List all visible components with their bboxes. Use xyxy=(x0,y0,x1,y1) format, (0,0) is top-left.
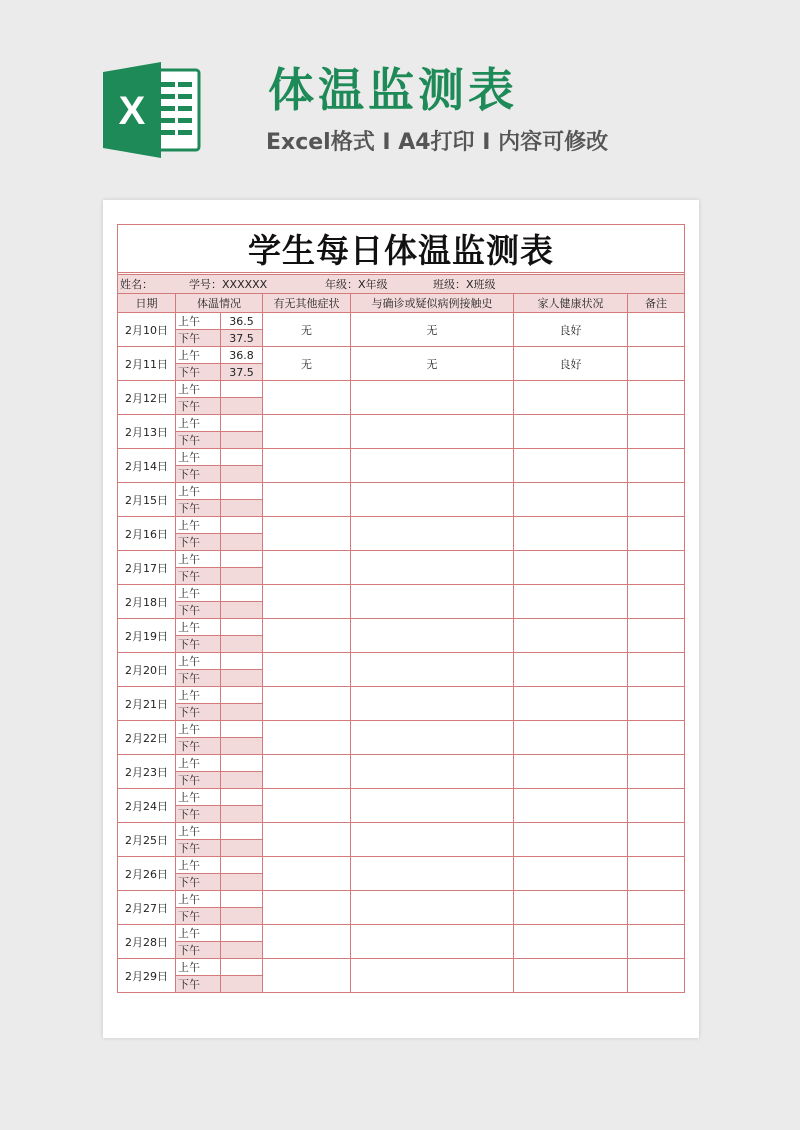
grade-label: 年级：X年级 xyxy=(325,278,388,291)
family-health-cell[interactable]: 良好 xyxy=(514,347,628,381)
symptoms-cell[interactable] xyxy=(263,653,351,687)
family-health-cell[interactable]: 良好 xyxy=(514,313,628,347)
family-health-cell[interactable] xyxy=(514,925,628,959)
notes-cell[interactable] xyxy=(628,381,685,415)
am-label: 上午 xyxy=(176,755,221,772)
banner-subtitle: Excel格式 I A4打印 I 内容可修改 xyxy=(266,130,609,155)
date-cell[interactable]: 2月15日 xyxy=(118,483,176,517)
am-temperature-cell[interactable] xyxy=(221,959,263,976)
date-cell[interactable]: 2月20日 xyxy=(118,653,176,687)
symptoms-cell[interactable] xyxy=(263,551,351,585)
excel-logo-icon xyxy=(103,62,203,158)
contact-history-cell[interactable] xyxy=(351,755,514,789)
table-row xyxy=(118,857,685,874)
pm-label: 下午 xyxy=(176,330,221,347)
pm-label: 下午 xyxy=(176,568,221,585)
notes-cell[interactable] xyxy=(628,483,685,517)
pm-label: 下午 xyxy=(176,908,221,925)
contact-history-cell[interactable] xyxy=(351,925,514,959)
symptoms-cell[interactable] xyxy=(263,449,351,483)
family-health-cell[interactable] xyxy=(514,755,628,789)
pm-temperature-cell[interactable] xyxy=(221,772,263,789)
date-cell[interactable]: 2月12日 xyxy=(118,381,176,415)
pm-label: 下午 xyxy=(176,500,221,517)
am-temperature-cell[interactable] xyxy=(221,619,263,636)
pm-label: 下午 xyxy=(176,466,221,483)
am-temperature-cell[interactable] xyxy=(221,517,263,534)
am-label: 上午 xyxy=(176,925,221,942)
family-health-cell[interactable] xyxy=(514,721,628,755)
pm-label: 下午 xyxy=(176,432,221,449)
am-label: 上午 xyxy=(176,347,221,364)
pm-label: 下午 xyxy=(176,364,221,381)
pm-temperature-cell[interactable] xyxy=(221,636,263,653)
notes-cell[interactable] xyxy=(628,789,685,823)
pm-temperature-cell[interactable] xyxy=(221,670,263,687)
date-cell[interactable]: 2月13日 xyxy=(118,415,176,449)
date-cell[interactable]: 2月24日 xyxy=(118,789,176,823)
contact-history-cell[interactable] xyxy=(351,687,514,721)
date-cell[interactable]: 2月28日 xyxy=(118,925,176,959)
table-row xyxy=(118,483,685,500)
pm-label: 下午 xyxy=(176,602,221,619)
notes-cell[interactable] xyxy=(628,959,685,993)
am-temperature-cell[interactable] xyxy=(221,653,263,670)
am-temperature-cell[interactable] xyxy=(221,585,263,602)
am-label: 上午 xyxy=(176,721,221,738)
date-cell[interactable]: 2月18日 xyxy=(118,585,176,619)
pm-label: 下午 xyxy=(176,840,221,857)
family-health-cell[interactable] xyxy=(514,857,628,891)
pm-temperature-cell[interactable] xyxy=(221,432,263,449)
date-cell[interactable]: 2月29日 xyxy=(118,959,176,993)
am-temperature-cell[interactable] xyxy=(221,789,263,806)
notes-cell[interactable] xyxy=(628,585,685,619)
class-label: 班级：X班级 xyxy=(433,278,496,291)
sheet-title[interactable]: 学生每日体温监测表 xyxy=(118,225,685,273)
table-row xyxy=(118,789,685,806)
table-row xyxy=(118,823,685,840)
family-health-cell[interactable] xyxy=(514,585,628,619)
am-temperature-cell[interactable] xyxy=(221,551,263,568)
pm-label: 下午 xyxy=(176,670,221,687)
temperature-table xyxy=(117,224,685,993)
pm-label: 下午 xyxy=(176,636,221,653)
am-label: 上午 xyxy=(176,619,221,636)
pm-label: 下午 xyxy=(176,874,221,891)
table-row xyxy=(118,891,685,908)
student-id-label: 学号：XXXXXX xyxy=(189,278,268,291)
pm-temperature-cell[interactable] xyxy=(221,840,263,857)
am-temperature-cell[interactable] xyxy=(221,755,263,772)
pm-label: 下午 xyxy=(176,976,221,993)
am-temperature-cell[interactable] xyxy=(221,687,263,704)
pm-label: 下午 xyxy=(176,942,221,959)
family-health-cell[interactable] xyxy=(514,483,628,517)
table-row xyxy=(118,619,685,636)
table-row xyxy=(118,721,685,738)
contact-history-cell[interactable] xyxy=(351,415,514,449)
symptoms-cell[interactable] xyxy=(263,483,351,517)
symptoms-cell[interactable] xyxy=(263,755,351,789)
family-health-cell[interactable] xyxy=(514,789,628,823)
contact-history-cell[interactable] xyxy=(351,585,514,619)
contact-history-cell[interactable] xyxy=(351,891,514,925)
header-notes[interactable]: 备注 xyxy=(628,294,685,313)
header-family-health[interactable]: 家人健康状况 xyxy=(514,294,628,313)
family-health-cell[interactable] xyxy=(514,687,628,721)
notes-cell[interactable] xyxy=(628,551,685,585)
pm-temperature-cell[interactable] xyxy=(221,602,263,619)
notes-cell[interactable] xyxy=(628,823,685,857)
notes-cell[interactable] xyxy=(628,755,685,789)
family-health-cell[interactable] xyxy=(514,551,628,585)
am-label: 上午 xyxy=(176,415,221,432)
date-cell[interactable]: 2月23日 xyxy=(118,755,176,789)
symptoms-cell[interactable] xyxy=(263,721,351,755)
pm-temperature-cell[interactable] xyxy=(221,976,263,993)
date-cell[interactable]: 2月19日 xyxy=(118,619,176,653)
pm-temperature-cell[interactable] xyxy=(221,500,263,517)
family-health-cell[interactable] xyxy=(514,891,628,925)
notes-cell[interactable] xyxy=(628,891,685,925)
pm-label: 下午 xyxy=(176,772,221,789)
am-temperature-cell[interactable]: 36.5 xyxy=(221,313,263,330)
family-health-cell[interactable] xyxy=(514,619,628,653)
family-health-cell[interactable] xyxy=(514,653,628,687)
pm-temperature-cell[interactable] xyxy=(221,738,263,755)
am-label: 上午 xyxy=(176,653,221,670)
family-health-cell[interactable] xyxy=(514,517,628,551)
notes-cell[interactable] xyxy=(628,313,685,347)
table-row xyxy=(118,517,685,534)
symptoms-cell[interactable] xyxy=(263,619,351,653)
contact-history-cell[interactable] xyxy=(351,721,514,755)
table-row xyxy=(118,449,685,466)
date-cell[interactable]: 2月27日 xyxy=(118,891,176,925)
excel-logo-letter: X xyxy=(118,89,146,133)
table-row xyxy=(118,381,685,398)
sheet-paper xyxy=(103,200,699,1038)
notes-cell[interactable] xyxy=(628,857,685,891)
contact-history-cell[interactable] xyxy=(351,857,514,891)
header-symptoms[interactable]: 有无其他症状 xyxy=(263,294,351,313)
spreadsheet xyxy=(117,224,684,993)
pm-label: 下午 xyxy=(176,806,221,823)
am-label: 上午 xyxy=(176,585,221,602)
am-label: 上午 xyxy=(176,823,221,840)
date-cell[interactable]: 2月10日 xyxy=(118,313,176,347)
table-row xyxy=(118,925,685,942)
am-temperature-cell[interactable]: 36.8 xyxy=(221,347,263,364)
header-temperature[interactable]: 体温情况 xyxy=(176,294,263,313)
contact-history-cell[interactable]: 无 xyxy=(351,313,514,347)
am-label: 上午 xyxy=(176,551,221,568)
header-contact-history[interactable]: 与确诊或疑似病例接触史 xyxy=(351,294,514,313)
symptoms-cell[interactable] xyxy=(263,415,351,449)
table-row xyxy=(118,755,685,772)
date-cell[interactable]: 2月26日 xyxy=(118,857,176,891)
pm-temperature-cell[interactable] xyxy=(221,704,263,721)
pm-label: 下午 xyxy=(176,704,221,721)
am-temperature-cell[interactable] xyxy=(221,381,263,398)
symptoms-cell[interactable]: 无 xyxy=(263,313,351,347)
pm-temperature-cell[interactable] xyxy=(221,874,263,891)
date-cell[interactable]: 2月17日 xyxy=(118,551,176,585)
am-label: 上午 xyxy=(176,449,221,466)
banner-title: 体温监测表 xyxy=(268,63,518,117)
contact-history-cell[interactable] xyxy=(351,551,514,585)
table-row xyxy=(118,653,685,670)
pm-temperature-cell[interactable] xyxy=(221,908,263,925)
pm-temperature-cell[interactable] xyxy=(221,534,263,551)
am-label: 上午 xyxy=(176,857,221,874)
symptoms-cell[interactable] xyxy=(263,857,351,891)
am-temperature-cell[interactable] xyxy=(221,721,263,738)
symptoms-cell[interactable]: 无 xyxy=(263,347,351,381)
notes-cell[interactable] xyxy=(628,687,685,721)
contact-history-cell[interactable] xyxy=(351,483,514,517)
family-health-cell[interactable] xyxy=(514,449,628,483)
am-label: 上午 xyxy=(176,483,221,500)
date-cell[interactable]: 2月11日 xyxy=(118,347,176,381)
pm-temperature-cell[interactable] xyxy=(221,568,263,585)
pm-temperature-cell[interactable] xyxy=(221,398,263,415)
notes-cell[interactable] xyxy=(628,347,685,381)
pm-temperature-cell[interactable] xyxy=(221,806,263,823)
date-cell[interactable]: 2月16日 xyxy=(118,517,176,551)
name-label: 姓名： xyxy=(120,278,153,291)
family-health-cell[interactable] xyxy=(514,823,628,857)
am-label: 上午 xyxy=(176,313,221,330)
table-row xyxy=(118,959,685,976)
am-temperature-cell[interactable] xyxy=(221,449,263,466)
date-cell[interactable]: 2月25日 xyxy=(118,823,176,857)
table-row xyxy=(118,687,685,704)
am-temperature-cell[interactable] xyxy=(221,857,263,874)
pm-temperature-cell[interactable]: 37.5 xyxy=(221,330,263,347)
contact-history-cell[interactable] xyxy=(351,381,514,415)
symptoms-cell[interactable] xyxy=(263,381,351,415)
pm-label: 下午 xyxy=(176,738,221,755)
contact-history-cell[interactable] xyxy=(351,619,514,653)
table-row xyxy=(118,415,685,432)
contact-history-cell[interactable] xyxy=(351,789,514,823)
am-temperature-cell[interactable] xyxy=(221,415,263,432)
table-row xyxy=(118,347,685,364)
contact-history-cell[interactable] xyxy=(351,823,514,857)
symptoms-cell[interactable] xyxy=(263,823,351,857)
symptoms-cell[interactable] xyxy=(263,517,351,551)
date-cell[interactable]: 2月14日 xyxy=(118,449,176,483)
symptoms-cell[interactable] xyxy=(263,687,351,721)
header-date[interactable]: 日期 xyxy=(118,294,176,313)
pm-temperature-cell[interactable] xyxy=(221,942,263,959)
family-health-cell[interactable] xyxy=(514,415,628,449)
contact-history-cell[interactable] xyxy=(351,517,514,551)
symptoms-cell[interactable] xyxy=(263,789,351,823)
pm-temperature-cell[interactable] xyxy=(221,466,263,483)
family-health-cell[interactable] xyxy=(514,381,628,415)
date-cell[interactable]: 2月21日 xyxy=(118,687,176,721)
am-label: 上午 xyxy=(176,517,221,534)
am-temperature-cell[interactable] xyxy=(221,925,263,942)
contact-history-cell[interactable] xyxy=(351,653,514,687)
am-label: 上午 xyxy=(176,891,221,908)
table-row xyxy=(118,313,685,330)
table-row xyxy=(118,551,685,568)
notes-cell[interactable] xyxy=(628,449,685,483)
date-cell[interactable]: 2月22日 xyxy=(118,721,176,755)
am-label: 上午 xyxy=(176,959,221,976)
contact-history-cell[interactable] xyxy=(351,449,514,483)
contact-history-cell[interactable] xyxy=(351,959,514,993)
notes-cell[interactable] xyxy=(628,517,685,551)
notes-cell[interactable] xyxy=(628,721,685,755)
am-label: 上午 xyxy=(176,789,221,806)
notes-cell[interactable] xyxy=(628,653,685,687)
pm-label: 下午 xyxy=(176,398,221,415)
symptoms-cell[interactable] xyxy=(263,891,351,925)
am-temperature-cell[interactable] xyxy=(221,483,263,500)
symptoms-cell[interactable] xyxy=(263,585,351,619)
pm-temperature-cell[interactable]: 37.5 xyxy=(221,364,263,381)
table-row xyxy=(118,585,685,602)
info-row[interactable] xyxy=(118,275,685,294)
notes-cell[interactable] xyxy=(628,415,685,449)
pm-label: 下午 xyxy=(176,534,221,551)
notes-cell[interactable] xyxy=(628,925,685,959)
notes-cell[interactable] xyxy=(628,619,685,653)
family-health-cell[interactable] xyxy=(514,959,628,993)
am-temperature-cell[interactable] xyxy=(221,891,263,908)
symptoms-cell[interactable] xyxy=(263,925,351,959)
am-label: 上午 xyxy=(176,687,221,704)
contact-history-cell[interactable]: 无 xyxy=(351,347,514,381)
symptoms-cell[interactable] xyxy=(263,959,351,993)
am-temperature-cell[interactable] xyxy=(221,823,263,840)
am-label: 上午 xyxy=(176,381,221,398)
